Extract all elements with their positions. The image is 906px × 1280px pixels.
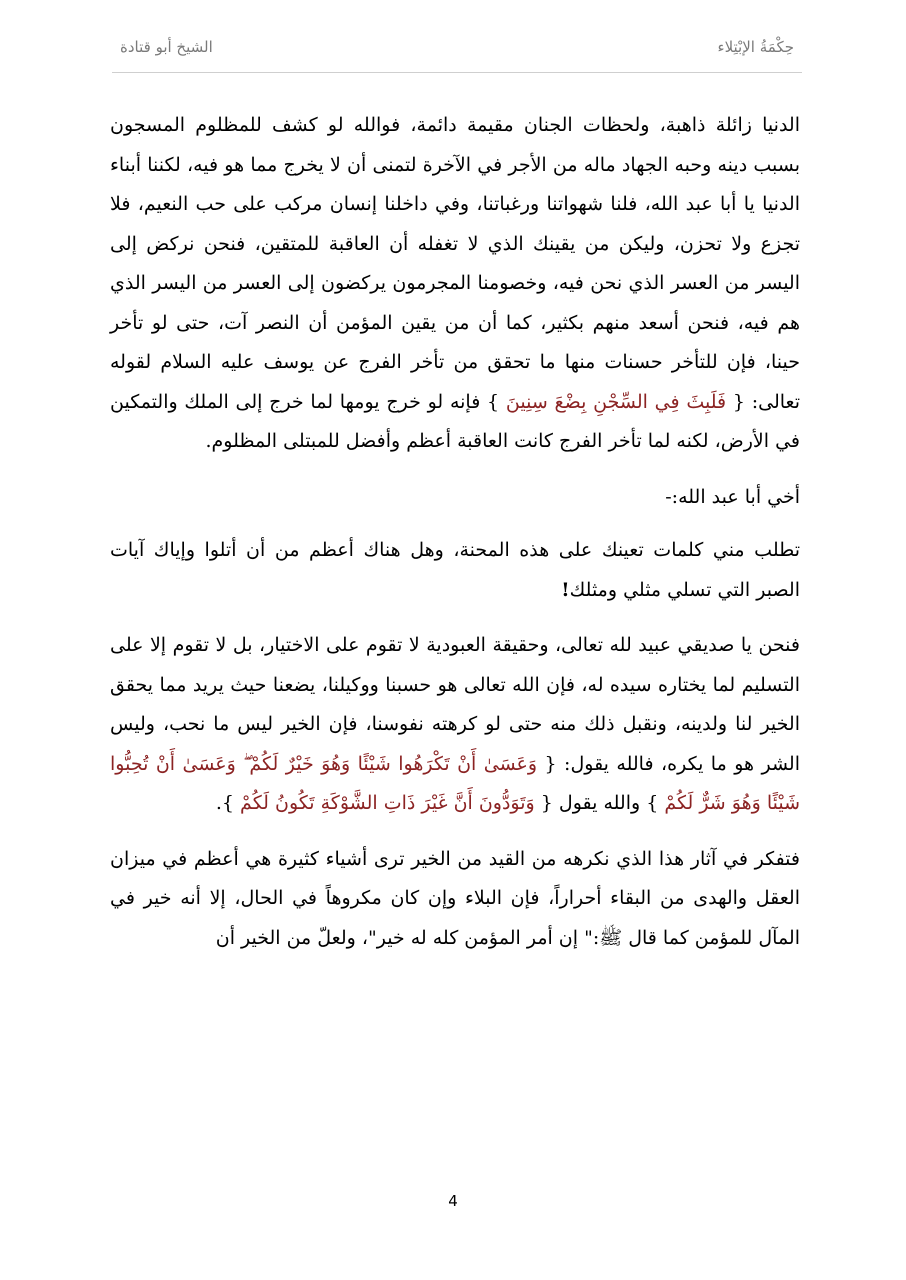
- paragraph-3: [110, 531, 800, 610]
- quran-verse-baqarah: وَعَسَىٰ أَنْ تَكْرَهُوا شَيْئًا وَهُوَ خَيْرٌ لَكُمْ ۖ وَعَسَىٰ أَنْ تُحِبُّوا شَيْئًا وَهُوَ شَرٌّ لَكُمْ: [110, 752, 800, 814]
- paragraph-3-text: تطلب مني كلمات تعينك على هذه المحنة، وهل هناك أعظم من أن أتلوا وإياك آيات الصبر التي تسلي مثلي ومثلك: [110, 539, 800, 601]
- paragraph-4-text-a: فنحن يا صديقي عبيد لله تعالى، وحقيقة العبودية لا تقوم على الاختيار، بل لا تقوم إلا على التسليم لما يختاره سيده له، فإن الله تعالى هو حسبنا ووكيلنا، يضعنا حيث يريد مما يحقق الخير لنا ولدينه، ونقبل ذلك منه حتى لو كرهته نفوسنا، فإن الخير ليس ما نحب، وليس الشر هو ما يكره، فالله يقول: {: [110, 634, 800, 775]
- page-body: [110, 106, 800, 974]
- header-book-title: حِكْمَةُ الإبْتِلاء: [717, 38, 794, 56]
- paragraph-1: [110, 106, 800, 462]
- page-header: [120, 34, 794, 64]
- paragraph-4-text-c: }.: [215, 792, 234, 814]
- paragraph-4: [110, 626, 800, 824]
- paragraph-4-text-b: } والله يقول {: [540, 792, 659, 814]
- quran-verse-anfal: وَتَوَدُّونَ أَنَّ غَيْرَ ذَاتِ الشَّوْكَةِ تَكُونُ لَكُمْ: [240, 792, 535, 814]
- exclamation-mark: !: [561, 578, 570, 601]
- paragraph-1-text-b: } فإنه لو خرج يومها لما خرج إلى الملك والتمكين في الأرض، لكنه لما تأخر الفرج كانت العاقبة أعظم وأفضل للمبتلى المظلوم.: [110, 390, 800, 452]
- paragraph-5: فتفكر في آثار هذا الذي نكرهه من القيد من الخير ترى أشياء كثيرة هي أعظم في ميزان العقل والهدى من البقاء أحراراً، فإن البلاء وإن كان مكروهاً في الحال، إلا أنه خير في المآل للمؤمن كما قال ﷺ:" إن أمر المؤمن كله له خير"، ولعلّ من الخير أن: [110, 847, 800, 949]
- paragraph-1-text-a: الدنيا زائلة ذاهبة، ولحظات الجنان مقيمة دائمة، فوالله لو كشف للمظلوم المسجون بسبب دينه وحبه الجهاد ماله من الأجر في الآخرة لتمنى أن لا يخرج مما هو فيه، لكننا أبناء الدنيا يا أبا عبد الله، فلنا شهواتنا ورغباتنا، وفي داخلنا إنسان مركب على حب النعيم، فلا تجزع ولا تحزن، وليكن من يقينك الذي لا تغفله أن العاقبة للمتقين، فنحن نركض إلى اليسر من العسر الذي نحن فيه، وخصومنا المجرمون يركضون إلى العسر من اليسر الذي هم فيه، فنحن أسعد منهم بكثير، كما أن من يقين المؤمن أن النصر آت، حتى لو تأخر حينا، فإن للتأخر حسنات منها ما تحقق من تأخر الفرج عن يوسف عليه السلام لقوله تعالى: {: [110, 114, 800, 413]
- header-author: الشيخ أبو قتادة: [120, 38, 213, 56]
- quran-verse-yusuf: فَلَبِثَ فِي السِّجْنِ بِضْعَ سِنِينَ: [505, 390, 727, 413]
- paragraph-2: أخي أبا عبد الله:-: [665, 485, 800, 508]
- header-divider: [112, 72, 802, 73]
- page-number: 4: [448, 1192, 458, 1210]
